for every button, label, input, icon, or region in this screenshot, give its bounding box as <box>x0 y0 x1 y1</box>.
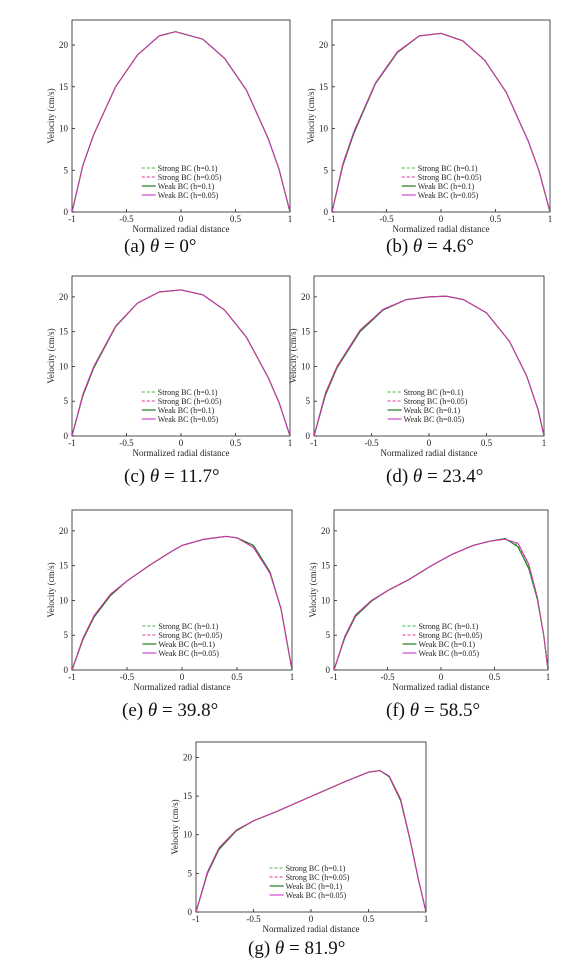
x-axis-label: Normalized radial distance <box>133 682 231 692</box>
legend-label: Strong BC (h=0.05) <box>417 173 482 182</box>
x-tick-label: 0.5 <box>488 672 501 682</box>
legend-label: Strong BC (h=0.1) <box>158 622 219 631</box>
legend-label: Weak BC (h=0.05) <box>157 191 219 200</box>
y-axis-label: Velocity (cm/s) <box>306 88 316 144</box>
chart-panel-g <box>156 742 432 934</box>
y-tick-label: 15 <box>319 81 328 92</box>
y-axis-label: Velocity (cm/s) <box>46 88 56 144</box>
caption-prefix: (e) <box>122 700 144 721</box>
caption-prefix: (a) <box>124 236 146 257</box>
caption-prefix: (f) <box>386 700 405 721</box>
caption-prefix: (b) <box>386 236 409 257</box>
theta-symbol: θ <box>147 700 158 721</box>
x-tick-label: -0.5 <box>364 438 379 448</box>
caption-d <box>386 466 483 488</box>
caption-value: = 0° <box>163 236 197 257</box>
y-tick-label: 5 <box>63 630 68 641</box>
theta-symbol: θ <box>274 938 285 959</box>
caption-value: = 11.7° <box>163 466 220 487</box>
x-tick-label: 0.5 <box>231 672 243 682</box>
chart-panel-c <box>32 276 296 458</box>
legend-label: Strong BC (h=0.05) <box>157 397 222 406</box>
caption-prefix: (d) <box>386 466 409 487</box>
y-tick-label: 0 <box>325 665 330 675</box>
x-tick-label: -1 <box>68 214 76 224</box>
x-tick-label: -0.5 <box>119 672 135 682</box>
caption-prefix: (c) <box>124 466 146 487</box>
legend-label: Weak BC (h=0.05) <box>158 649 219 658</box>
y-tick-label: 20 <box>301 291 310 302</box>
legend-label: Weak BC (h=0.05) <box>417 191 479 200</box>
y-tick-label: 0 <box>187 907 192 917</box>
caption-value: = 4.6° <box>427 236 474 257</box>
legend-label: Strong BC (h=0.1) <box>157 164 218 173</box>
y-tick-label: 15 <box>59 560 68 571</box>
plot-svg <box>32 510 298 692</box>
chart-panel-d <box>274 276 550 458</box>
chart-panel-a <box>32 20 296 234</box>
caption-c <box>124 466 220 488</box>
plot-svg <box>274 276 550 458</box>
legend-label: Strong BC (h=0.1) <box>403 388 464 397</box>
theta-symbol: θ <box>412 236 423 257</box>
x-axis-label: Normalized radial distance <box>262 924 360 934</box>
y-axis-label: Velocity (cm/s) <box>170 799 180 855</box>
caption-a <box>124 236 197 258</box>
x-tick-label: 0.5 <box>480 438 493 448</box>
legend-label: Weak BC (h=0.1) <box>403 406 461 415</box>
x-tick-label: 1 <box>289 672 295 682</box>
legend-label: Weak BC (h=0.1) <box>418 640 476 649</box>
y-tick-label: 10 <box>59 595 68 606</box>
y-tick-label: 0 <box>323 207 328 217</box>
legend-label: Weak BC (h=0.1) <box>158 640 215 649</box>
caption-value: = 23.4° <box>427 466 484 487</box>
x-tick-label: 0 <box>438 214 444 224</box>
legend-label: Strong BC (h=0.05) <box>285 873 350 882</box>
legend-label: Weak BC (h=0.05) <box>285 891 347 900</box>
y-tick-label: 10 <box>183 829 192 840</box>
caption-g <box>248 938 345 960</box>
y-tick-label: 15 <box>59 326 68 337</box>
y-tick-label: 5 <box>187 868 192 879</box>
y-tick-label: 20 <box>59 291 68 302</box>
legend-label: Weak BC (h=0.05) <box>418 649 480 658</box>
x-tick-label: -1 <box>328 214 336 224</box>
y-tick-label: 10 <box>59 123 68 134</box>
x-tick-label: 0 <box>178 214 184 224</box>
chart-panel-b <box>292 20 556 234</box>
plot-svg <box>32 276 296 458</box>
x-axis-label: Normalized radial distance <box>132 448 230 458</box>
x-tick-label: 0 <box>308 914 314 924</box>
caption-f <box>386 700 480 722</box>
theta-symbol: θ <box>149 236 160 257</box>
y-axis-label: Velocity (cm/s) <box>46 328 56 384</box>
plot-svg <box>294 510 554 692</box>
caption-value: = 58.5° <box>423 700 481 721</box>
x-tick-label: -0.5 <box>119 214 134 224</box>
legend-label: Strong BC (h=0.1) <box>157 388 218 397</box>
y-tick-label: 10 <box>319 123 328 134</box>
chart-panel-f <box>294 510 554 692</box>
x-tick-label: -0.5 <box>246 914 261 924</box>
caption-value: = 81.9° <box>289 938 346 959</box>
x-tick-label: 1 <box>547 214 553 224</box>
y-axis-label: Velocity (cm/s) <box>46 562 56 618</box>
x-tick-label: -0.5 <box>379 214 394 224</box>
y-tick-label: 5 <box>305 396 310 407</box>
legend-label: Weak BC (h=0.05) <box>403 415 465 424</box>
legend-label: Strong BC (h=0.05) <box>418 631 483 640</box>
x-tick-label: -0.5 <box>380 672 395 682</box>
y-tick-label: 10 <box>321 595 330 606</box>
y-axis-label: Velocity (cm/s) <box>288 328 298 384</box>
legend-label: Weak BC (h=0.1) <box>157 406 215 415</box>
plot-svg <box>156 742 432 934</box>
x-tick-label: 0 <box>426 438 432 448</box>
legend-label: Strong BC (h=0.05) <box>158 631 223 640</box>
x-tick-label: 0 <box>438 672 444 682</box>
x-axis-label: Normalized radial distance <box>392 224 490 234</box>
legend-label: Strong BC (h=0.05) <box>403 397 468 406</box>
x-tick-label: -1 <box>68 438 76 448</box>
x-tick-label: 0 <box>178 438 184 448</box>
x-tick-label: 0.5 <box>229 438 242 448</box>
legend-label: Strong BC (h=0.1) <box>418 622 479 631</box>
y-tick-label: 0 <box>63 431 68 441</box>
y-tick-label: 10 <box>59 361 68 372</box>
y-tick-label: 15 <box>301 326 310 337</box>
legend-label: Strong BC (h=0.1) <box>417 164 478 173</box>
plot-svg <box>292 20 556 234</box>
x-tick-label: -1 <box>68 672 76 682</box>
y-tick-label: 20 <box>59 525 68 536</box>
y-tick-label: 15 <box>321 560 330 571</box>
x-axis-label: Normalized radial distance <box>392 682 490 692</box>
y-tick-label: 20 <box>319 40 328 51</box>
y-tick-label: 0 <box>305 431 310 441</box>
caption-value: = 39.8° <box>161 700 219 721</box>
caption-b <box>386 236 474 258</box>
chart-panel-e <box>32 510 298 692</box>
x-tick-label: 1 <box>287 438 293 448</box>
legend-label: Strong BC (h=0.05) <box>157 173 222 182</box>
caption-e <box>122 700 218 722</box>
y-tick-label: 5 <box>325 630 330 641</box>
y-tick-label: 20 <box>183 752 192 763</box>
x-tick-label: 1 <box>545 672 551 682</box>
legend-label: Weak BC (h=0.1) <box>157 182 215 191</box>
plot-svg <box>32 20 296 234</box>
y-tick-label: 5 <box>63 165 68 176</box>
y-tick-label: 0 <box>63 665 68 675</box>
y-tick-label: 20 <box>59 40 68 51</box>
legend-label: Weak BC (h=0.1) <box>417 182 475 191</box>
x-tick-label: 1 <box>287 214 293 224</box>
x-tick-label: 0.5 <box>489 214 502 224</box>
x-tick-label: 0.5 <box>229 214 242 224</box>
y-tick-label: 5 <box>63 396 68 407</box>
legend-label: Weak BC (h=0.1) <box>285 882 343 891</box>
y-tick-label: 15 <box>183 791 192 802</box>
x-tick-label: 1 <box>541 438 547 448</box>
legend-label: Weak BC (h=0.05) <box>157 415 219 424</box>
y-tick-label: 20 <box>321 525 330 536</box>
x-axis-label: Normalized radial distance <box>132 224 230 234</box>
x-tick-label: 0.5 <box>362 914 375 924</box>
theta-symbol: θ <box>412 466 423 487</box>
x-axis-label: Normalized radial distance <box>380 448 478 458</box>
theta-symbol: θ <box>149 466 160 487</box>
y-tick-label: 10 <box>301 361 310 372</box>
x-tick-label: -0.5 <box>119 438 134 448</box>
x-tick-label: -1 <box>310 438 318 448</box>
y-tick-label: 15 <box>59 81 68 92</box>
x-tick-label: -1 <box>330 672 338 682</box>
y-axis-label: Velocity (cm/s) <box>308 562 318 618</box>
y-tick-label: 0 <box>63 207 68 217</box>
x-tick-label: 0 <box>179 672 185 682</box>
x-tick-label: -1 <box>192 914 200 924</box>
caption-prefix: (g) <box>248 938 271 959</box>
y-tick-label: 5 <box>323 165 328 176</box>
theta-symbol: θ <box>409 700 420 721</box>
legend-label: Strong BC (h=0.1) <box>285 864 346 873</box>
x-tick-label: 1 <box>423 914 429 924</box>
